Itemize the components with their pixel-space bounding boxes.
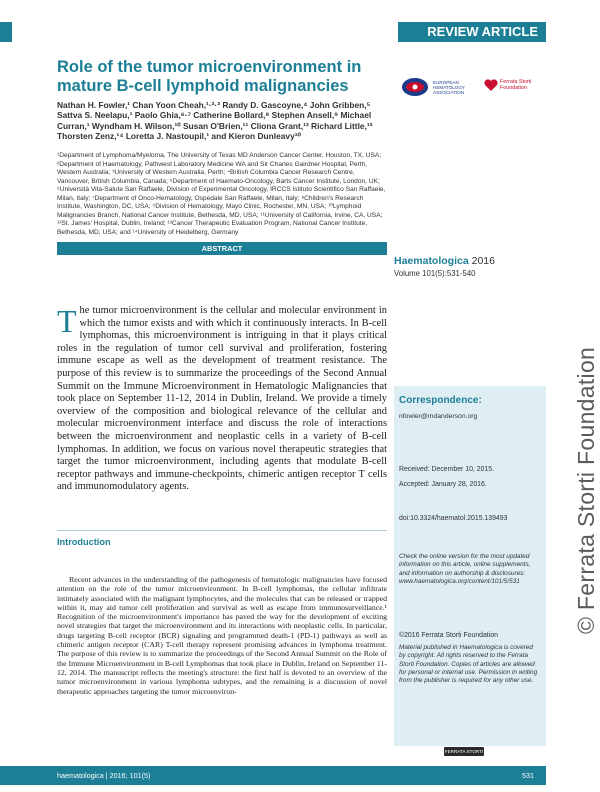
eha-logo-text: EUROPEAN HEMATOLOGY ASSOCIATION	[433, 80, 465, 95]
abstract-text: he tumor microenvironment is the cellular and molecular environment in which the tumor exists and with which it continuously interacts. In B-cell lymphomas, this microenvironment is intriguing in that it plays critical roles in the regulation of tumor cell survival and proliferation, fostering immune escape as well as the development of treatment resistance. The purpose of this review is to summarize the proceedings of the Second Annual Summit on the Immune Microenvironment in Hematologic Malignancies that took place on September 11-12, 2014 in Dublin, Ireland. We provide a timely overview of the composition and biological relevance of the cellular and molecular microenvironment interface and discuss the role of interactions between the microenvironment and neoplastic cells in a variety of B-cell lymphomas. In addition, we focus on various novel therapeutic strategies that target the tumor microenvironment, including agents that modulate B-cell receptor pathways and immune-checkpoints, chimeric antigen receptor T cells and immunomodulatory agents.	[57, 305, 387, 493]
article-type-banner: REVIEW ARTICLE	[398, 22, 546, 42]
journal-line	[394, 255, 495, 267]
correspondence-title: Correspondence:	[399, 395, 482, 406]
page-number: 531	[522, 771, 534, 780]
abstract-dropcap: T	[57, 303, 77, 339]
online-version-note: Check the online version for the most updated information on this article, online supplements, and information on authorship & disclosures: www.haematologica.org/content/101/5/531	[399, 553, 531, 585]
journal-volume: Volume 101(5):531-540	[394, 269, 476, 278]
header-accent-mark	[0, 22, 12, 42]
journal-name: Haematologica	[394, 255, 469, 267]
correspondence-email[interactable]: nfowler@mdanderson.org	[399, 413, 478, 420]
journal-year: 2016	[471, 255, 495, 267]
fsf-logo	[484, 76, 546, 106]
abstract-heading: ABSTRACT	[57, 242, 387, 255]
doi[interactable]: doi:10.3324/haematol.2015.139493	[399, 515, 508, 522]
fsf-logo-text: Ferrata Storti Foundation	[500, 79, 532, 91]
copyright-watermark	[553, 14, 599, 634]
received-date: Received: December 10, 2015.	[399, 466, 494, 473]
copyright-text: Material published in Haematologica is covered by copyright. All rights reserved to the Ferrata Storti Foundation. Copies of articles are allowed for personal or internal use. Permission in writing from the publisher is required for any other use.	[399, 644, 538, 685]
introduction-heading: Introduction	[57, 537, 111, 547]
watermark-text: © Ferrata Storti Foundation	[573, 346, 599, 634]
article-title: Role of the tumor microenvironment in mature B-cell lymphoid malignancies	[57, 58, 362, 95]
eha-logo	[400, 74, 484, 104]
section-divider	[57, 530, 387, 531]
accepted-date: Accepted: January 28, 2016.	[399, 481, 487, 488]
publisher-badge: FERRATA STORTI	[444, 749, 484, 754]
eha-globe-icon	[400, 74, 430, 100]
footer-citation: haematologica | 2016; 101(5)	[57, 771, 151, 780]
author-list: Nathan H. Fowler,¹ Chan Yoon Cheah,¹·²·³ Randy D. Gascoyne,⁴ John Gribben,⁵ Sattva S. Neelapu,¹ Paolo Ghia,⁶·⁷ Catherine Bollard,⁸ Stephen Ansell,⁹ Michael Curran,¹ Wyndham H. Wilson,¹⁰ Susan O'Brien,¹¹ Cliona Grant,¹² Richard Little,¹³ Thorsten Zenz,¹⁴ Loretta J. Nastoupil,¹ and Kieron Dunleavy¹⁰	[57, 100, 373, 142]
affiliations: ¹Department of Lymphoma/Myeloma, The University of Texas MD Anderson Cancer Center, Houston, TX, USA; ²Department of Haematology, Pathwest Laboratory Medicine WA and Sir Charles Gairdner Hospital, Perth, Western Australia; ³University of Western Australia, Perth; ⁴British Columbia Cancer Research Centre, Vancouver, British Columbia, Canada; ⁵Department of Haemato-Oncology, Barts Cancer Institute, London, UK; ⁶Università Vita-Salute San Raffaele, Division of Experimental Oncology, IRCCS Istituto Scientifico San Raffaele, Milan, Italy; ⁷Department of Onco-Hematology, Ospedale San Raffaele, Milan, Italy; ⁸Children's Research Institute, Washington, DC, USA; ⁹Division of Hematology, Mayo Clinic, Rochester, MN, USA; ¹⁰Lymphoid Malignancies Branch, National Cancer Institute, Bethesda, MD, USA; ¹¹University of California, Irvine, CA, USA; ¹²St. James' Hospital, Dublin, Ireland; ¹³Cancer Therapeutic Evaluation Program, National Cancer Institute, Bethesda, MD, USA; and ¹⁴University of Heidelberg, Germany	[57, 152, 386, 236]
abstract-body	[57, 305, 387, 494]
article-dates	[399, 462, 494, 492]
copyright-title: ©2016 Ferrata Storti Foundation	[399, 632, 498, 639]
introduction-body	[57, 575, 387, 696]
fsf-heart-icon	[484, 78, 498, 92]
introduction-paragraph: Recent advances in the understanding of the pathogenesis of hematologic malignancies have focused attention on the role of the tumor microenvironment. In B-cell lymphomas, the cellular infiltrate intimately associated with the malignant lymphocytes, and the molecules that can be released or trapped within it, may aid tumor cell proliferation and survival as well as escape from immunosurveillance.¹ Recognition of the microenvironment's importance has paved the way for the development of exciting novel strategies that target the microenvironment and its interactions with neoplastic cells. In particular, drugs targeting B-cell receptor (BCR) signaling and programmed death-1 (PD-1) pathways as well as chimeric antigen receptor (CAR) T-cell therapy represent promising advances in lymphoma treatment. The purpose of this review is to summarize the proceedings of the Second Annual Summit on the Role of the Immune Microenvironment in B-cell Lymphomas that took place in Dublin, Ireland on September 11-12, 2014. The manuscript reflects the meeting's structure: the first half is devoted to an overview of the tumor microenvironment in various lymphoma subtypes, and the remaining is a discussion of novel therapeutic approaches targeting the tumor microenviron-	[57, 575, 387, 696]
